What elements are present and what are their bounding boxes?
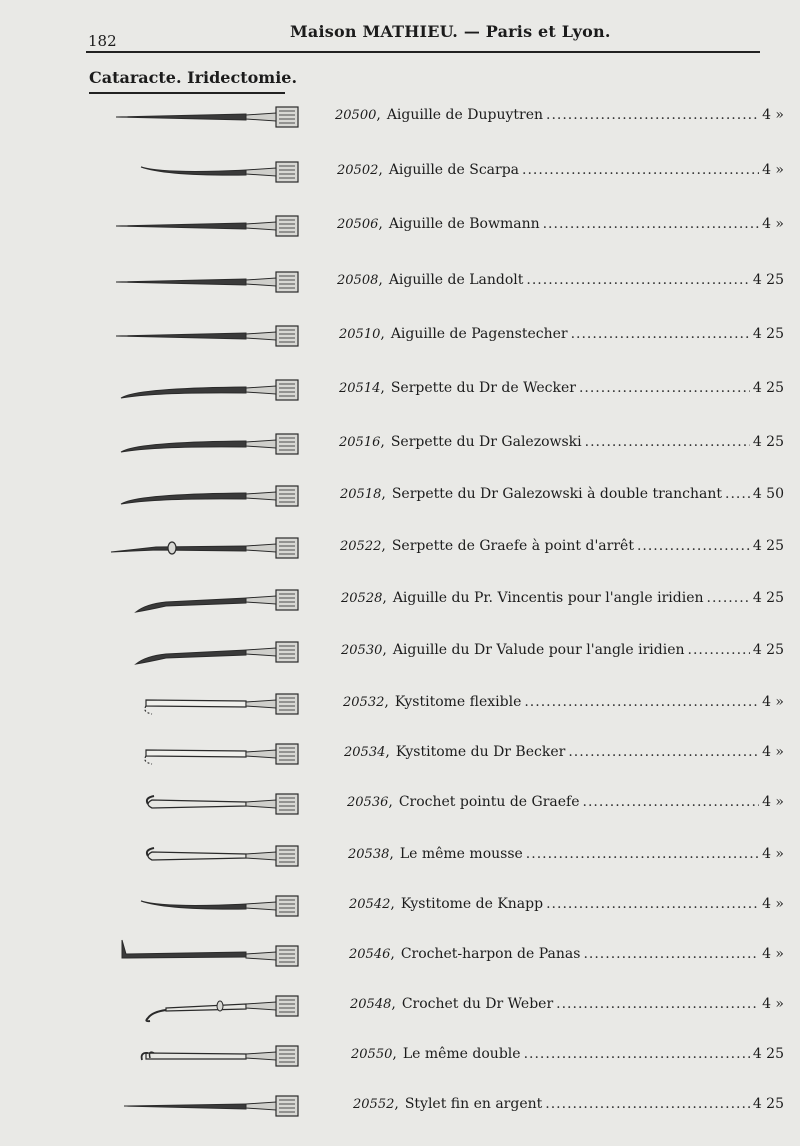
item-entry [351, 1046, 784, 1062]
item-price: 4 » [762, 896, 784, 912]
item-price: 4 » [762, 846, 784, 862]
curved-knife-icon [96, 426, 326, 462]
item-number: 20552 [353, 1097, 395, 1112]
item-number: 20548 [350, 997, 392, 1012]
item-name: Stylet fin en argent [404, 1096, 543, 1112]
item-separator: , [389, 846, 394, 862]
item-name: Serpette de Graefe à point d'arrêt [391, 538, 634, 554]
dot-leader [725, 486, 750, 502]
item-entry [337, 216, 784, 232]
item-price: 4 » [762, 216, 784, 232]
item-separator: , [376, 107, 381, 123]
dot-leader [524, 694, 759, 710]
catalog-item-20506 [0, 206, 800, 246]
dot-leader [585, 434, 750, 450]
section-title: Cataracte. Iridectomie. [89, 68, 298, 87]
item-separator: , [392, 1046, 397, 1062]
catalog-item-20508 [0, 262, 800, 302]
item-separator: , [390, 946, 395, 962]
item-entry [353, 1096, 784, 1112]
header-rule [86, 51, 760, 53]
item-name: Aiguille de Bowmann [388, 216, 540, 232]
item-entry [339, 380, 784, 396]
page-number: 182 [88, 32, 117, 50]
item-entry [350, 996, 784, 1012]
curved-knife-icon [96, 372, 326, 408]
catalog-item-20546 [0, 936, 800, 976]
item-entry [337, 162, 784, 178]
dot-leader [524, 1046, 750, 1062]
dot-leader [637, 538, 750, 554]
item-number: 20510 [339, 327, 381, 342]
item-separator: , [388, 794, 393, 810]
curved-knife-icon [96, 478, 326, 514]
item-entry [340, 486, 784, 502]
dot-leader [546, 107, 759, 123]
item-separator: , [382, 590, 387, 606]
item-name: Crochet pointu de Graefe [398, 794, 580, 810]
item-entry [349, 896, 784, 912]
item-separator: , [381, 538, 386, 554]
catalog-item-20532 [0, 684, 800, 724]
item-name: Kystitome flexible [394, 694, 522, 710]
item-separator: , [378, 216, 383, 232]
item-entry [347, 794, 784, 810]
catalog-item-20502 [0, 152, 800, 192]
item-price: 4 25 [752, 538, 784, 554]
item-name: Kystitome de Knapp [400, 896, 544, 912]
loop-hook-icon [96, 988, 326, 1024]
item-name: Crochet-harpon de Panas [400, 946, 581, 962]
item-separator: , [385, 744, 390, 760]
curved-needle-icon [96, 888, 326, 924]
item-price: 4 25 [752, 1096, 784, 1112]
running-head: Maison MATHIEU. — Paris et Lyon. [290, 22, 611, 41]
catalog-item-20500 [0, 97, 800, 137]
catalog-item-20514 [0, 370, 800, 410]
dot-leader [707, 590, 750, 606]
item-separator: , [380, 434, 385, 450]
item-price: 4 » [762, 107, 784, 123]
catalog-item-20510 [0, 316, 800, 356]
item-price: 4 25 [752, 380, 784, 396]
item-entry [335, 107, 784, 123]
item-separator: , [391, 996, 396, 1012]
catalog-item-20516 [0, 424, 800, 464]
angled-needle-icon [96, 582, 326, 618]
item-number: 20542 [349, 897, 391, 912]
dot-leader [579, 380, 750, 396]
dot-leader [526, 272, 749, 288]
item-name: Aiguille de Pagenstecher [390, 326, 568, 342]
dot-leader [556, 996, 759, 1012]
catalog-item-20534 [0, 734, 800, 774]
cystotome-icon [96, 736, 326, 772]
item-separator: , [378, 162, 383, 178]
straight-needle-icon [96, 264, 326, 300]
item-name: Le même mousse [399, 846, 523, 862]
item-price: 4 » [762, 162, 784, 178]
dot-leader [568, 744, 759, 760]
item-price: 4 25 [752, 642, 784, 658]
catalog-item-20538 [0, 836, 800, 876]
stylet-icon [96, 1088, 326, 1124]
straight-needle-icon [96, 99, 326, 135]
item-number: 20532 [343, 695, 385, 710]
item-price: 4 » [762, 996, 784, 1012]
item-number: 20508 [337, 273, 379, 288]
item-number: 20502 [337, 163, 379, 178]
item-name: Aiguille du Pr. Vincentis pour l'angle iridien [392, 590, 704, 606]
dot-leader [545, 1096, 750, 1112]
catalog-item-20552 [0, 1086, 800, 1126]
item-separator: , [378, 272, 383, 288]
curved-needle-icon [96, 154, 326, 190]
item-separator: , [390, 896, 395, 912]
item-entry [341, 590, 784, 606]
section-underline [89, 92, 285, 94]
dot-leader [688, 642, 750, 658]
straight-needle-icon [96, 208, 326, 244]
item-separator: , [382, 642, 387, 658]
item-price: 4 » [762, 744, 784, 760]
stop-knife-icon [96, 530, 326, 566]
item-entry [343, 694, 784, 710]
catalog-item-20542 [0, 886, 800, 926]
dot-leader [543, 216, 759, 232]
item-separator: , [394, 1096, 399, 1112]
dot-leader [571, 326, 750, 342]
item-price: 4 » [762, 694, 784, 710]
item-number: 20516 [339, 435, 381, 450]
item-name: Aiguille du Dr Valude pour l'angle iridien [392, 642, 685, 658]
item-number: 20534 [344, 745, 386, 760]
item-price: 4 25 [752, 272, 784, 288]
catalog-item-20536 [0, 784, 800, 824]
double-hook-icon [96, 1038, 326, 1074]
catalog-item-20518 [0, 476, 800, 516]
item-separator: , [381, 486, 386, 502]
item-price: 4 » [762, 794, 784, 810]
item-separator: , [380, 326, 385, 342]
catalog-item-20548 [0, 986, 800, 1026]
item-number: 20528 [341, 591, 383, 606]
item-name: Serpette du Dr Galezowski [390, 434, 582, 450]
item-name: Serpette du Dr Galezowski à double tranchant [391, 486, 722, 502]
item-name: Le même double [402, 1046, 521, 1062]
catalog-item-20550 [0, 1036, 800, 1076]
hook-icon [96, 786, 326, 822]
item-name: Aiguille de Landolt [388, 272, 524, 288]
item-number: 20522 [340, 539, 382, 554]
item-number: 20506 [337, 217, 379, 232]
item-entry [337, 272, 784, 288]
cystotome-icon [96, 686, 326, 722]
item-price: 4 50 [752, 486, 784, 502]
angled-needle-icon [96, 634, 326, 670]
item-number: 20500 [335, 108, 377, 123]
item-entry [339, 434, 784, 450]
catalog-item-20522 [0, 528, 800, 568]
item-price: 4 25 [752, 590, 784, 606]
item-name: Aiguille de Scarpa [388, 162, 520, 178]
catalog-item-20528 [0, 580, 800, 620]
item-price: 4 25 [752, 434, 784, 450]
item-price: 4 25 [752, 326, 784, 342]
dot-leader [583, 794, 760, 810]
item-number: 20550 [351, 1047, 393, 1062]
dot-leader [522, 162, 759, 178]
item-price: 4 25 [752, 1046, 784, 1062]
item-name: Kystitome du Dr Becker [395, 744, 566, 760]
item-name: Crochet du Dr Weber [401, 996, 554, 1012]
straight-needle-icon [96, 318, 326, 354]
item-entry [348, 846, 784, 862]
dot-leader [546, 896, 759, 912]
item-number: 20518 [340, 487, 382, 502]
item-number: 20546 [349, 947, 391, 962]
hook-icon [96, 838, 326, 874]
item-number: 20538 [348, 847, 390, 862]
item-entry [344, 744, 784, 760]
item-price: 4 » [762, 946, 784, 962]
item-number: 20530 [341, 643, 383, 658]
item-entry [341, 642, 784, 658]
item-entry [340, 538, 784, 554]
catalog-item-20530 [0, 632, 800, 672]
item-entry [339, 326, 784, 342]
dot-leader [583, 946, 759, 962]
item-separator: , [380, 380, 385, 396]
item-number: 20536 [347, 795, 389, 810]
item-name: Aiguille de Dupuytren [386, 107, 543, 123]
dot-leader [526, 846, 759, 862]
item-entry [349, 946, 784, 962]
item-number: 20514 [339, 381, 381, 396]
item-separator: , [384, 694, 389, 710]
item-name: Serpette du Dr de Wecker [390, 380, 576, 396]
harpoon-hook-icon [96, 938, 326, 974]
